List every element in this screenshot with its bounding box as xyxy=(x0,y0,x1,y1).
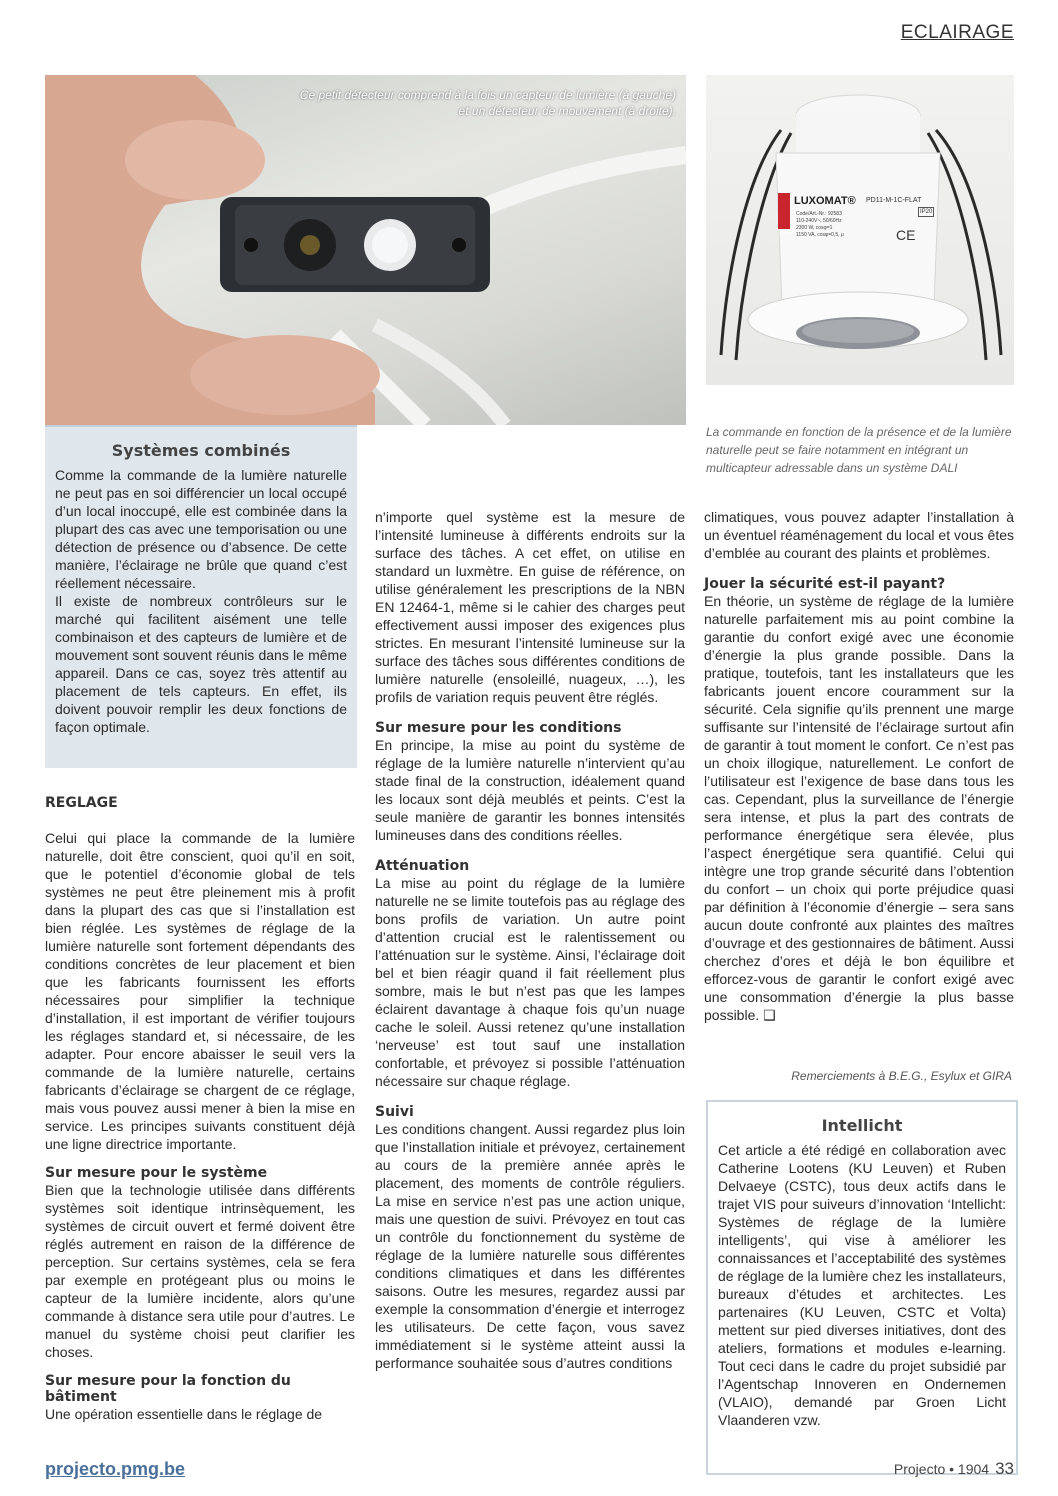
website-link[interactable]: projecto.pmg.be xyxy=(45,1459,186,1479)
combined-systems-box xyxy=(45,425,357,768)
combined-systems-title: Systèmes combinés xyxy=(111,441,291,460)
luxomat-specs xyxy=(796,211,844,239)
spec-line: 1150 VA, cosφ=0,5, μ xyxy=(796,232,844,238)
combined-systems-p2: Il existe de nombreux contrôleurs sur le marché qui facilitent aisément une telle combinaison et des capteurs de lumière et de mouvement sont souvent réunis dans le même appareil. Dans ce cas, soyez très attentif au placement de tels capteurs. En effet, ils doivent pouvoir remplir les deux fonctions de façon optimale. xyxy=(55,593,347,735)
page-footer xyxy=(894,1459,1014,1479)
detector-photo-illustration xyxy=(45,75,686,425)
luxomat-photo xyxy=(706,75,1014,385)
column-2 xyxy=(375,508,685,1372)
page-number: 33 xyxy=(995,1459,1014,1478)
side-photo-caption: La commande en fonction de la présence et de la lumière naturelle peut se faire notamment en intégrant un multicapteur adressable dans un système DALI xyxy=(706,425,1012,475)
ce-mark: CE xyxy=(896,227,916,243)
luxomat-illustration xyxy=(706,75,1014,385)
conditions-paragraph: En principe, la mise au point du système de réglage de la lumière naturelle n’intervient qu’au stade final de la construction, idéalement quand les locaux sont déjà meublés et peints. C’est la seule manière de garantir les bonnes intensités lumineuses dans des conditions réelles. xyxy=(375,737,685,843)
luxomat-model: PD11-M-1C-FLAT xyxy=(866,197,922,204)
suivi-heading: Suivi xyxy=(375,1104,414,1120)
spec-line: 110-240V~, 50/60Hz xyxy=(796,218,842,224)
intellicht-box xyxy=(706,1100,1018,1475)
combined-systems-p1: Comme la commande de la lumière naturelle ne peut pas en soi différencier un local occupé d’un local inoccupé, elle est combinée dans la plupart des cas avec une temporisation ou une détection de présence ou d’absence. De cette manière, l’éclairage ne brûle que quand c’est réellement nécessaire. xyxy=(55,467,347,591)
luxomat-logo: B.E.G. xyxy=(780,230,795,236)
col2-paragraph-1: n’importe quel système est la mesure de l’intensité lumineuse à différents endroits sur la surface des tâches. A cet effet, on utilise en standard un luxmètre. En guise de référence, on utilise généralement les prescriptions de la NBN EN 12464-1, même si le cahier des charges peut effectivement aussi imposer des exigences plus strictes. En mesurant l’intensité lumineuse sur la surface des tâches sous différentes conditions de lumière naturelle (ensoleillé, nuageux, …), les profils de variation requis peuvent être réglés. xyxy=(375,509,685,705)
system-heading: Sur mesure pour le système xyxy=(45,1165,268,1181)
building-function-paragraph: Une opération essentielle dans le réglage de xyxy=(45,1406,323,1422)
spec-line: 2300 W, cosφ=1 xyxy=(796,225,833,231)
reglage-paragraph: Celui qui place la commande de la lumière naturelle, doit être conscient, quoi qu’il en soit, que le potentiel d’économie global de tels systèmes ne peut être pleinement mis à profit dans la plupart des cas que si l’installation est bien réglée. Les systèmes de réglage de la lumière naturelle sont fortement dépendants des conditions concrètes de leur placement et bien que les fabricants fournissent les efforts nécessaires pour simplifier la technique d’installation, il est important de vérifier toujours les réglages standard et, si nécessaire, de les adapter. Pour encore abaisser le seuil vers la commande de la lumière naturelle, certains fabricants d’éclairage se chargent de ce réglage, mais vous pouvez aussi mener à bien la mise en service. Les principes suivants constituent déjà une ligne directrice importante. xyxy=(45,830,355,1152)
column-3 xyxy=(704,508,1014,1024)
end-mark-icon: ❑ xyxy=(763,1007,776,1023)
reglage-heading: REGLAGE xyxy=(45,795,118,811)
system-paragraph: Bien que la technologie utilisée dans différents systèmes soit identique intrinsèquement, les systèmes de circuit ouvert et fermé doivent être réglés autrement en raison de la différence de perception. Sur certains systèmes, cela se fera par exemple en protégeant plus ou moins le capteur de la lumière incidente, alors qu’une commande à distance sera utile pour d’autres. Le manuel du système choisi peut clarifier les choses. xyxy=(45,1182,355,1360)
magazine-issue: Projecto • 1904 xyxy=(893,1461,990,1477)
security-text: En théorie, un système de réglage de la lumière naturelle parfaitement mis au point combine la garantie du confort exigé avec une économie d’énergie la plus grande possible. Dans la pratique, toutefois, tant les installateurs que les fabricants jouent encore couramment sur la sécurité. Cela signifie qu’ils prennent une marge suffisante sur l’intensité de l’éclairage surtout afin de garantir à tout moment le confort. Ce n’est pas un choix illogique, naturellement. Le confort de l’utilisateur est l’exigence de base dans tous les cas. Cependant, plus la surveillance de l’énergie sera intense, et plus la part des contrats de performance énergétique sera élevée, plus l’aspect énergétique sera quantifié. Celui qui intègre une trop grande sécurité dans l’obtention du confort – un choix qui porte préjudice quasi par définition à l’économie d’énergie – sera sans aucun doute confronté aux plaintes des maîtres d’ouvrage et des gestionnaires de bâtiment. Aussi cherchez d’ores et déjà le bon équilibre et efforcez-vous de garantir le confort exigé avec une consommation d’énergie la plus basse possible. xyxy=(704,593,1014,1023)
acknowledgements: Remerciements à B.E.G., Esylux et GIRA xyxy=(791,1069,1012,1083)
photo-caption xyxy=(236,87,676,119)
conditions-heading: Sur mesure pour les conditions xyxy=(375,720,622,736)
security-heading: Jouer la sécurité est-il payant? xyxy=(704,576,946,592)
photo-caption-line-1: Ce petit détecteur comprend à la fois un capteur de lumière (à gauche) xyxy=(299,88,676,102)
attenuation-paragraph: La mise au point du réglage de la lumière naturelle ne se limite toutefois pas au réglage des bons profils de variation. Un autre point d’attention crucial est le ralentissement ou l’atténuation sur le système. Ainsi, l’éclairage doit bel et bien réagir quand il fait réellement plus sombre, mais le but n’est pas que les lampes éclairent davantage à chaque fois qu’un nuage cache le soleil. Aussi retenez qu’une installation ‘nerveuse’ est tout sauf une installation confortable, et prévoyez si possible l’atténuation nécessaire sur chaque réglage. xyxy=(375,875,685,1089)
intellicht-paragraph: Cet article a été rédigé en collaboration avec Catherine Lootens (KU Leuven) et Ruben Delvaeye (CSTC), tous deux actifs dans le trajet VIS pour suiveurs d’innovation ‘Intellicht: Systèmes de réglage de la lumière intelligents’, qui vise à améliorer les connaissances et l’acceptabilité des systèmes de réglage de la lumière chez les installateurs, bureaux d’études et architectes. Les partenaires (KU Leuven, CSTC et Volta) mettent sur pied diverses initiatives, dont des ateliers, formations et modules e-learning. Tout ceci dans le cadre du projet subsidié par l’Agentschap Innoveren en Ondernemen (VLAIO), demandé par Groen Licht Vlaanderen vzw. xyxy=(718,1142,1006,1428)
col3-paragraph-1: climatiques, vous pouvez adapter l’installation à un éventuel réaménagement du local et vous êtes d’emblée au courant des plaints et problèmes. xyxy=(704,509,1014,561)
detector-photo xyxy=(45,75,686,425)
column-1 xyxy=(45,795,355,1423)
security-paragraph xyxy=(704,592,1014,1024)
spec-line: Code/Art.-Nr.: 92583 xyxy=(796,211,842,217)
ip-rating: IP20 xyxy=(920,209,933,215)
building-function-heading: Sur mesure pour la fonction du bâtiment xyxy=(45,1373,291,1405)
intellicht-title: Intellicht xyxy=(821,1116,903,1135)
photo-caption-line-2: et un détecteur de mouvement (à droite). xyxy=(458,104,676,118)
luxomat-brand: LUXOMAT® xyxy=(794,195,856,207)
section-label: ECLAIRAGE xyxy=(900,22,1014,43)
suivi-paragraph: Les conditions changent. Aussi regardez plus loin que l’installation initiale et prévoyez, certainement au cours de la première année après le placement, des moments de contrôle réguliers. La mise en service n’est pas une action unique, mais une question de suivi. Prévoyez en tout cas un contrôle du fonctionnement du système de réglage de la lumière naturelle sous différentes conditions climatiques et dans les différentes saisons. Outre les mesures, regardez aussi par exemple la consommation d’énergie et interrogez les utilisateurs. De cette façon, vous savez immédiatement si le système atteint aussi la performance souhaitée sous d’autres conditions xyxy=(375,1121,685,1371)
attenuation-heading: Atténuation xyxy=(375,858,470,874)
